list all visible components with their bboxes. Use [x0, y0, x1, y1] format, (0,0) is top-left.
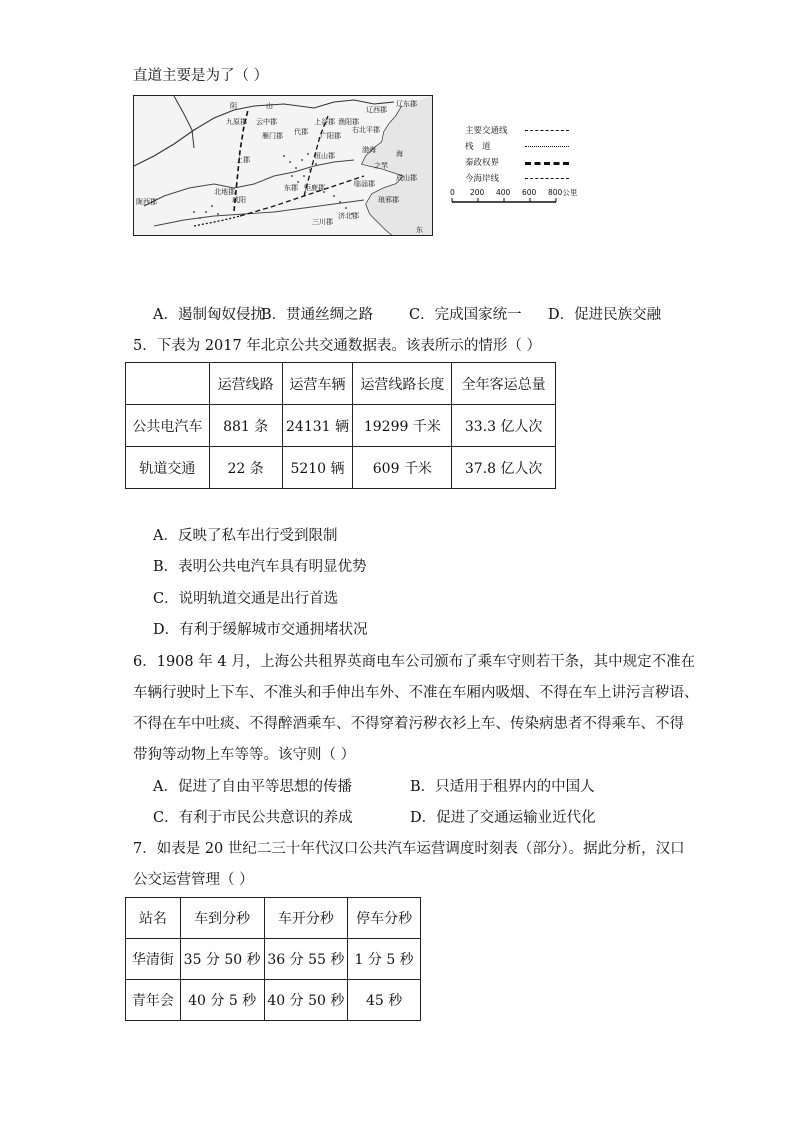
table-cell: 轨道交通: [126, 447, 210, 489]
legend-plank-road-line: [525, 146, 569, 147]
map-label: 雁门郡: [262, 132, 283, 140]
map-label: 咸阳: [232, 196, 246, 204]
scale-tick-label: 0: [450, 188, 455, 197]
q7-stem-line-2: 公交运营管理（ ）: [133, 872, 254, 888]
legend-qin-border: 秦政权界: [465, 158, 500, 168]
q5-option-d[interactable]: D．有利于缓解城市交通拥堵状况: [153, 622, 368, 638]
map-label: 北地郡: [214, 188, 235, 196]
scale-bar: [450, 186, 590, 212]
table-cell: 22 条: [209, 447, 282, 489]
table-header-row: [126, 898, 421, 939]
table-cell: 37.8 亿人次: [452, 447, 556, 489]
table-header-cell: 运营线路: [209, 363, 282, 405]
table-header-cell: 站名: [126, 898, 181, 939]
map-label: 九原郡: [226, 118, 247, 126]
legend-plank-road: 栈 道: [465, 142, 491, 152]
qin-road-map: [133, 95, 433, 236]
legend-qin-border-line: [525, 162, 569, 165]
table-row: [126, 405, 556, 447]
q5-option-a[interactable]: A．反映了私车出行受到限制: [153, 528, 338, 544]
map-label: 渤海: [362, 146, 376, 154]
table-header-row: [126, 363, 556, 405]
map-label: 成山郡: [396, 174, 417, 182]
table-row: [126, 980, 421, 1021]
map-label: 渔阳郡: [338, 118, 359, 126]
legend-main-road: 主要交通线: [465, 126, 508, 136]
table-cell: 24131 辆: [282, 405, 353, 447]
q6-option-a[interactable]: A．促进了自由平等思想的传播: [153, 779, 352, 795]
table-cell: 青年会: [126, 980, 181, 1021]
map-label: 之罘: [374, 162, 388, 170]
table-cell: 35 分 50 秒: [180, 939, 264, 980]
scale-tick-label: 800公里: [548, 188, 578, 197]
map-label: 山: [266, 102, 273, 110]
table-cell: 36 分 55 秒: [264, 939, 348, 980]
table-cell: 45 秒: [348, 980, 421, 1021]
table-cell: 609 千米: [353, 447, 452, 489]
map-label: 东: [416, 226, 423, 234]
table-row: [126, 447, 556, 489]
river-line: [174, 96, 194, 148]
table-row: [126, 939, 421, 980]
q5-stem: 5．下表为 2017 年北京公共交通数据表。该表所示的情形（ ）: [133, 338, 541, 354]
map-label: 辽东郡: [396, 100, 417, 108]
table-header-cell: [126, 363, 210, 405]
q6-option-c[interactable]: C．有利于市民公共意识的养成: [153, 810, 353, 826]
map-label: 代郡: [294, 128, 308, 136]
q6-option-d[interactable]: D．促进了交通运输业近代化: [410, 810, 596, 826]
map-label: 三川郡: [312, 218, 333, 226]
q4-option-d[interactable]: D．促进民族交融: [548, 307, 662, 323]
scale-tick-label: 200: [470, 188, 485, 197]
map-label: 辽西郡: [366, 106, 387, 114]
q6-stem-line-1: 6．1908 年 4 月，上海公共租界英商电车公司颁布了乘车守则若干条，其中规定不准在: [133, 654, 696, 670]
legend-coastline-line: [525, 178, 569, 179]
table-header-cell: 车开分秒: [264, 898, 348, 939]
map-label: 东郡: [284, 184, 298, 192]
map-legend: [450, 120, 615, 220]
table-cell: 华清街: [126, 939, 181, 980]
yellow-river: [144, 160, 354, 206]
table-header-cell: 全年客运总量: [452, 363, 556, 405]
table-header-cell: 停车分秒: [348, 898, 421, 939]
map-label: 海: [396, 150, 403, 158]
scale-tick-label: 400: [496, 188, 511, 197]
q4-option-c[interactable]: C．完成国家统一: [409, 307, 522, 323]
q5-option-b[interactable]: B．表明公共电汽车具有明显优势: [153, 559, 367, 575]
legend-coastline: 今海岸线: [465, 174, 500, 184]
map-graphic: [134, 96, 432, 235]
map-label: 济北郡: [338, 212, 359, 220]
q4-option-a[interactable]: A．遏制匈奴侵扰: [153, 307, 265, 323]
table-cell: 公共电汽车: [126, 405, 210, 447]
legend-main-road-line: [525, 130, 569, 131]
sea-area: [362, 96, 432, 235]
q6-stem-line-4: 带狗等动物上车等等。该守则（ ）: [133, 747, 356, 763]
map-label: 上郡: [236, 156, 250, 164]
table-cell: 33.3 亿人次: [452, 405, 556, 447]
table-cell: 40 分 5 秒: [180, 980, 264, 1021]
q5-data-table: [125, 362, 556, 489]
q6-option-b[interactable]: B．只适用于租界内的中国人: [410, 779, 595, 795]
q4-stem: 直道主要是为了（ ）: [133, 68, 269, 84]
table-cell: 881 条: [209, 405, 282, 447]
map-label: 陇西郡: [136, 198, 157, 206]
map-label: 广阳郡: [320, 132, 341, 140]
q5-option-c[interactable]: C．说明轨道交通是出行首选: [153, 591, 339, 607]
map-label: 右北平郡: [352, 126, 380, 134]
table-cell: 19299 千米: [353, 405, 452, 447]
table-cell: 40 分 50 秒: [264, 980, 348, 1021]
scale-tick-label: 600: [522, 188, 537, 197]
map-label: 琅邪郡: [378, 196, 399, 204]
q6-stem-line-2: 车辆行驶时上下车、不准头和手伸出车外、不准在车厢内吸烟、不得在车上讲污言秽语、: [133, 685, 699, 701]
table-cell: 1 分 5 秒: [348, 939, 421, 980]
q7-stem-line-1: 7．如表是 20 世纪二三十年代汉口公共汽车运营调度时刻表（部分）。据此分析，汉口: [133, 841, 685, 857]
table-header-cell: 运营线路长度: [353, 363, 452, 405]
q6-stem-line-3: 不得在车中吐痰、不得醉酒乘车、不得穿着污秽衣衫上车、传染病患者不得乘车、不得: [133, 716, 684, 732]
map-label: 临淄郡: [354, 180, 375, 188]
map-label: 云中郡: [256, 118, 277, 126]
q4-option-b[interactable]: B．贯通丝绸之路: [261, 307, 374, 323]
table-cell: 5210 辆: [282, 447, 353, 489]
q7-schedule-table: [125, 897, 421, 1021]
map-label: 钜鹿郡: [304, 184, 325, 192]
table-header-cell: 车到分秒: [180, 898, 264, 939]
map-label: 阴: [230, 102, 237, 110]
map-label: 上谷郡: [314, 118, 335, 126]
table-header-cell: 运营车辆: [282, 363, 353, 405]
map-label: 恒山郡: [314, 152, 335, 160]
